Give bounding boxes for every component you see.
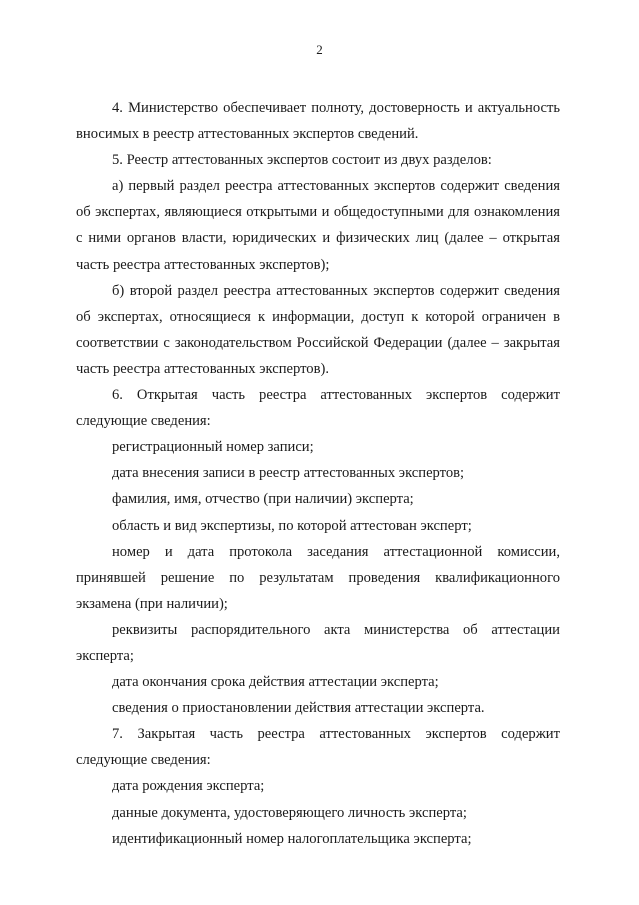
list-item: данные документа, удостоверяющего личность эксперта; [112,804,467,821]
list-item: фамилия, имя, отчество (при наличии) эксперта; [112,491,414,508]
paragraph-item-7: 7. Закрытая часть реестра аттестованных экспертов содержит следующие сведения: [76,726,560,769]
list-item: дата окончания срока действия аттестации эксперта; [112,674,439,691]
paragraph-item-5: 5. Реестр аттестованных экспертов состоит из двух разделов: [112,152,492,169]
paragraph-item-5a: а) первый раздел реестра аттестованных экспертов содержит сведения об экспертах, являющиеся открытыми и общедоступными для ознакомления с ними органов власти, юридических и физических лиц (далее – открытая часть реестра аттестованных экспертов); [76,178,560,273]
list-item: реквизиты распорядительного акта министерства об аттестации эксперта; [76,621,560,664]
document-body [76,95,560,852]
page-number: 2 [316,42,323,57]
list-item: регистрационный номер записи; [112,439,314,456]
list-item: сведения о приостановлении действия аттестации эксперта. [112,700,485,717]
paragraph-item-4: 4. Министерство обеспечивает полноту, достоверность и актуальность вносимых в реестр аттестованных экспертов сведений. [76,100,560,143]
paragraph-item-6: 6. Открытая часть реестра аттестованных экспертов содержит следующие сведения: [76,387,560,430]
list-item: дата внесения записи в реестр аттестованных экспертов; [112,465,465,482]
list-item: дата рождения эксперта; [112,778,265,795]
paragraph-item-5b: б) второй раздел реестра аттестованных экспертов содержит сведения об экспертах, относящиеся к информации, доступ к которой ограничен в соответствии с законодательством Российской Федерации (далее – закрытая часть реестра аттестованных экспертов). [76,282,560,377]
list-item: идентификационный номер налогоплательщика эксперта; [112,830,472,847]
list-item: номер и дата протокола заседания аттестационной комиссии, принявшей решение по результатам проведения квалификационного экзамена (при наличии); [76,543,560,612]
list-item: область и вид экспертизы, по которой аттестован эксперт; [112,517,472,534]
